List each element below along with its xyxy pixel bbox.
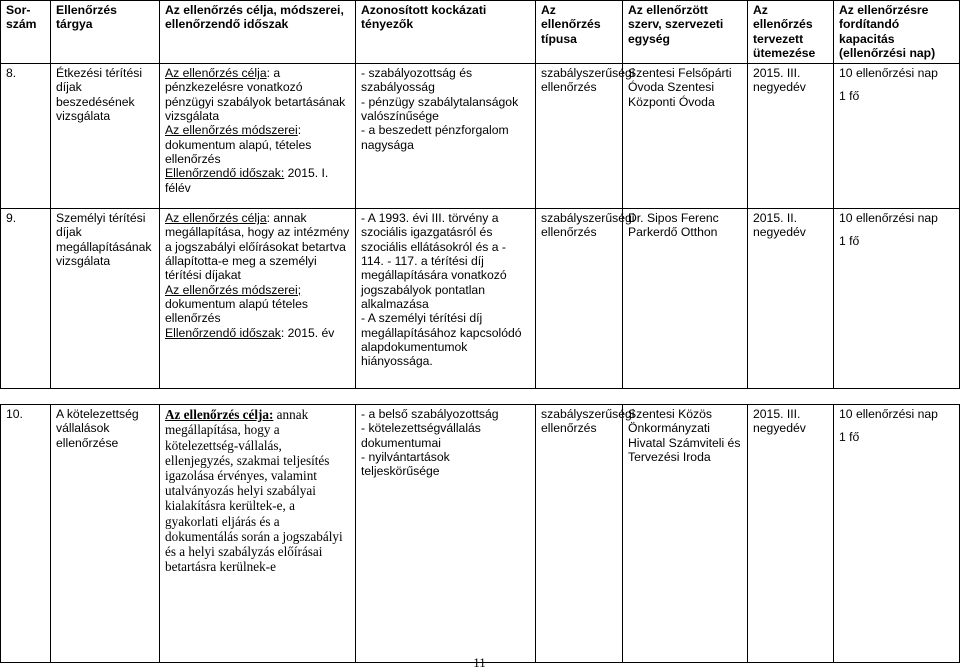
capacity-persons: 1 fő bbox=[839, 89, 860, 104]
row-risks bbox=[356, 64, 536, 209]
purpose-text: : a pénzkezelésre vonatkozó pénzügyi szabályok betartásának vizsgálata bbox=[165, 66, 346, 124]
header-type: Az ellenőrzés típusa bbox=[536, 1, 623, 64]
row-purpose bbox=[160, 64, 356, 209]
row-purpose bbox=[160, 405, 356, 663]
capacity-days: 10 ellenőrzési nap bbox=[839, 211, 938, 226]
row-number: 8. bbox=[1, 64, 51, 209]
purpose-label: Az ellenőrzés célja: bbox=[165, 407, 274, 423]
risk-item: - szabályozottság és szabályosság bbox=[361, 66, 473, 95]
table-header-row bbox=[1, 1, 960, 64]
capacity-days: 10 ellenőrzési nap bbox=[839, 407, 938, 422]
method-text: : dokumentum alapú, tételes ellenőrzés bbox=[165, 123, 312, 166]
risk-item: - A 1993. évi III. törvény a szociális igazgatásról és szociális ellátásokról és a - 114. - 117. a térítési díj megállapítására vonatkozó jogszabályok pontatlan alkalmazása bbox=[361, 211, 507, 311]
header-entity: Az ellenőrzött szerv, szervezeti egység bbox=[623, 1, 748, 64]
method-label: Az ellenőrzés módszerei; bbox=[165, 282, 302, 297]
row-schedule: 2015. III. negyedév bbox=[748, 405, 834, 663]
purpose-text: annak megállapítása, hogy a kötelezettség-vállalás, ellenjegyzés, szakmai teljesítés igazolása érvényes, valamint utalványozás helyi szabályai kialakításra kerültek-e, a gyakorlati eljárás és a dokumentálás során a jogszabályi és a helyi szabályzás előírásai betartásra kerülnek-e bbox=[165, 407, 343, 575]
table-row bbox=[1, 405, 960, 663]
capacity-persons: 1 fő bbox=[839, 234, 860, 249]
row-type: szabályszerűségi ellenőrzés bbox=[536, 405, 623, 663]
page-number: 11 bbox=[473, 655, 486, 670]
header-row-number: Sor-szám bbox=[1, 1, 51, 64]
purpose-text: : annak megállapítása, hogy az intézmény a jogszabályi előírásokat betartva állapította-e meg a személyi térítési díjakat bbox=[165, 211, 350, 283]
risk-item: - a belső szabályozottság bbox=[361, 407, 499, 422]
header-schedule: Az ellenőrzés tervezett ütemezése bbox=[748, 1, 834, 64]
period-text: 2015. I. félév bbox=[165, 166, 329, 195]
row-schedule: 2015. III. negyedév bbox=[748, 64, 834, 209]
row-risks bbox=[356, 209, 536, 389]
method-label: Az ellenőrzés módszerei bbox=[165, 123, 298, 138]
row-entity: Dr. Sipos Ferenc Parkerdő Otthon bbox=[623, 209, 748, 389]
row-entity: Szentesi Felsőpárti Óvoda Szentesi Központi Óvoda bbox=[623, 64, 748, 209]
risk-item: - A személyi térítési díj megállapításához kapcsolódó alapdokumentumok hiányossága. bbox=[361, 311, 522, 369]
table-gap bbox=[1, 389, 960, 405]
row-subject: Személyi térítési díjak megállapításának vizsgálata bbox=[51, 209, 160, 389]
row-capacity bbox=[834, 64, 960, 209]
capacity-persons: 1 fő bbox=[839, 430, 860, 445]
row-capacity bbox=[834, 209, 960, 389]
period-text: : 2015. év bbox=[280, 325, 335, 340]
period-label: Ellenőrzendő időszak bbox=[165, 325, 281, 340]
row-type: szabályszerűségi ellenőrzés bbox=[536, 209, 623, 389]
period-label: Ellenőrzendő időszak: bbox=[165, 166, 285, 181]
header-purpose: Az ellenőrzés célja, módszerei, ellenőrzendő időszak bbox=[160, 1, 356, 64]
purpose-label: Az ellenőrzés célja bbox=[165, 66, 267, 81]
row-capacity bbox=[834, 405, 960, 663]
row-number: 10. bbox=[1, 405, 51, 663]
row-type: szabályszerűségi ellenőrzés bbox=[536, 64, 623, 209]
row-schedule: 2015. II. negyedév bbox=[748, 209, 834, 389]
row-subject: A kötelezettség vállalások ellenőrzése bbox=[51, 405, 160, 663]
header-capacity: Az ellenőrzésre fordítandó kapacitás (ellenőrzési nap) bbox=[834, 1, 960, 64]
row-entity: Szentesi Közös Önkormányzati Hivatal Számviteli és Tervezési Iroda bbox=[623, 405, 748, 663]
table-row bbox=[1, 209, 960, 389]
header-risks: Azonosított kockázati tényezők bbox=[356, 1, 536, 64]
capacity-days: 10 ellenőrzési nap bbox=[839, 66, 938, 81]
risk-item: - pénzügy szabálytalanságok valószínűsége bbox=[361, 94, 519, 124]
row-risks bbox=[356, 405, 536, 663]
row-subject: Étkezési térítési díjak beszedésének vizsgálata bbox=[51, 64, 160, 209]
row-purpose bbox=[160, 209, 356, 389]
purpose-label: Az ellenőrzés célja bbox=[165, 211, 267, 226]
header-subject: Ellenőrzés tárgya bbox=[51, 1, 160, 64]
table-row bbox=[1, 64, 960, 209]
row-number: 9. bbox=[1, 209, 51, 389]
risk-item: - a beszedett pénzforgalom nagysága bbox=[361, 123, 509, 152]
risk-item: - kötelezettségvállalás dokumentumai bbox=[361, 421, 481, 450]
method-text: dokumentum alapú tételes ellenőrzés bbox=[165, 296, 308, 326]
risk-item: - nyilvántartások teljeskörűsége bbox=[361, 450, 450, 479]
